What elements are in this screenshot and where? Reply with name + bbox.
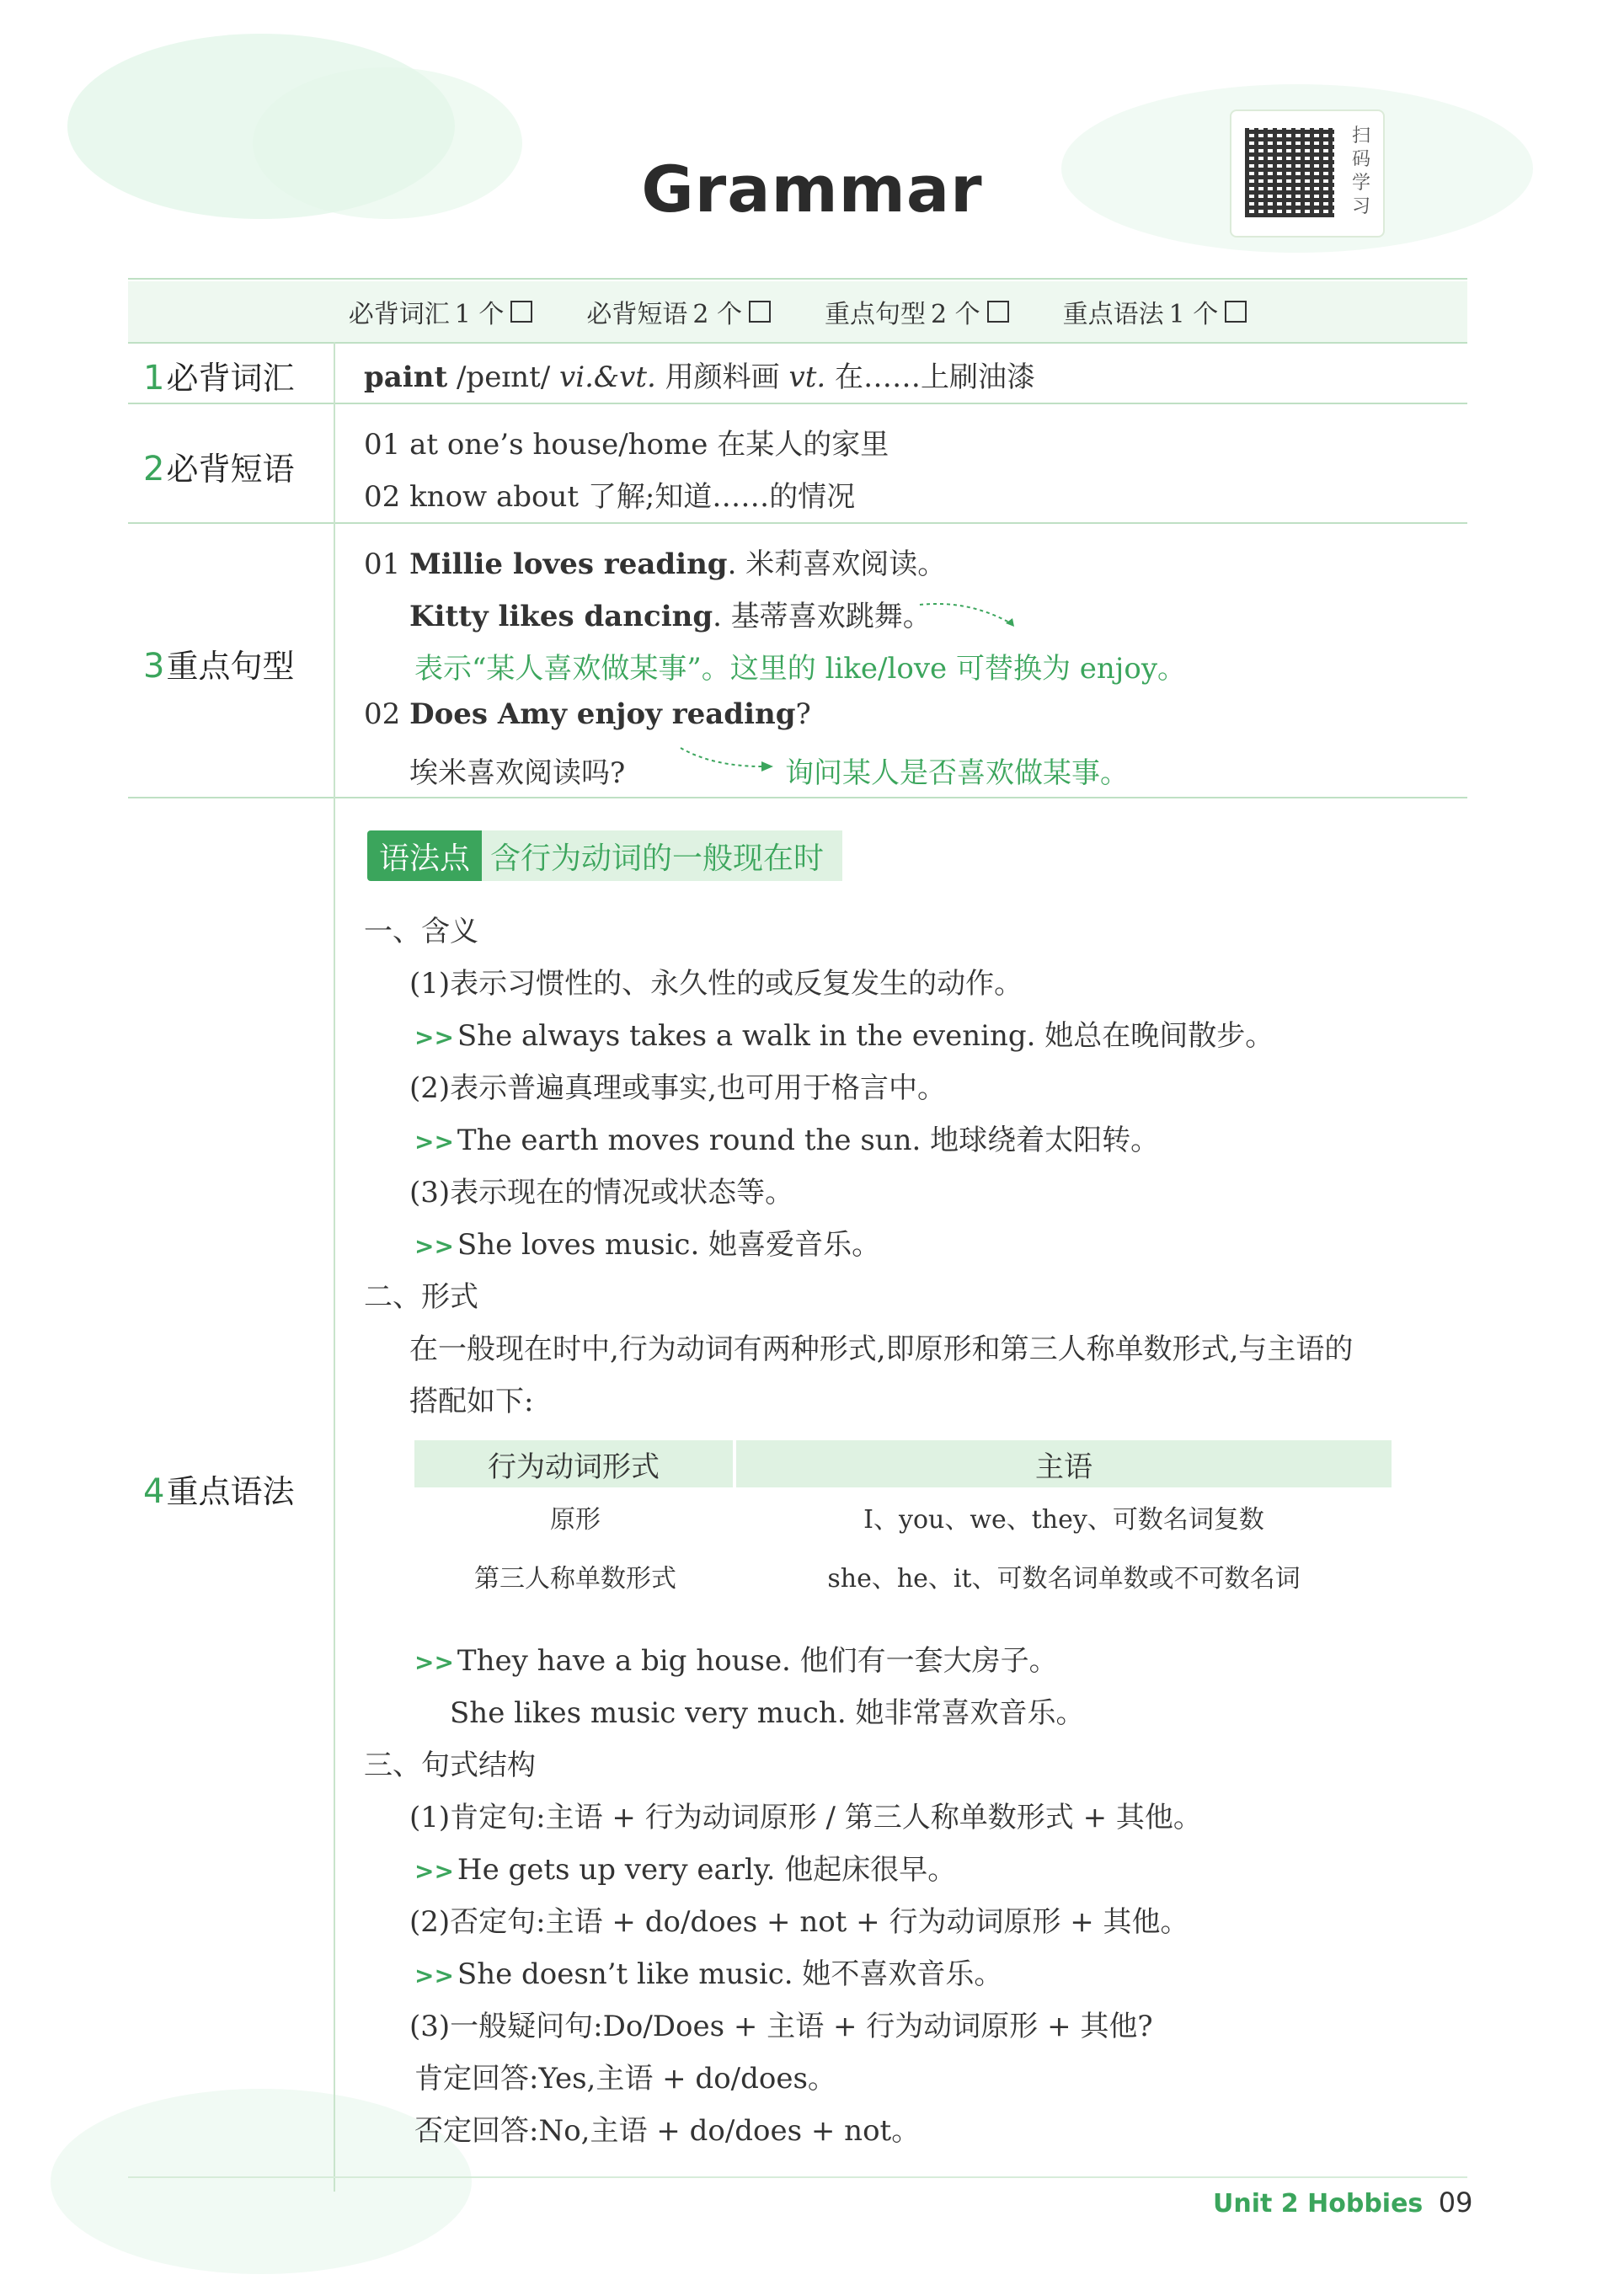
rule-item: (3)一般疑问句:Do/Does + 主语 + 行为动词原形 + 其他? xyxy=(409,2010,1153,2043)
checklist-label: 重点句型 xyxy=(825,300,926,329)
checklist-label: 重点语法 xyxy=(1062,300,1164,329)
double-chevron-icon: >> xyxy=(414,1857,454,1885)
table-header-cell: 行为动词形式 xyxy=(414,1440,736,1487)
rule-item: (3)表示现在的情况或状态等。 xyxy=(409,1176,794,1209)
vocab-definition: 在……上刷油漆 xyxy=(834,360,1035,394)
checklist-item xyxy=(825,293,1009,330)
qr-code-box[interactable] xyxy=(1230,109,1385,238)
vocab-definition: 用颜料画 xyxy=(665,360,780,394)
example-item: >> She always takes a walk in the evening. 她总在晚间散步。 xyxy=(414,1019,1274,1053)
table-cell: 第三人称单数形式 xyxy=(474,1564,676,1594)
table-cell: she、he、it、可数名词单数或不可数名词 xyxy=(827,1564,1301,1594)
grammar-point-tag: 语法点 xyxy=(367,830,482,881)
arrow-icon xyxy=(918,598,1019,632)
rule-item: (2)表示普遍真理或事实,也可用于格言中。 xyxy=(409,1071,946,1105)
divider xyxy=(128,2176,1467,2178)
page-footer xyxy=(1213,2187,1472,2219)
checkbox[interactable] xyxy=(1225,301,1247,323)
table-cell: 原形 xyxy=(550,1505,601,1535)
grammar-point-badge xyxy=(367,830,842,881)
section-label-phrases: 2必背短语 xyxy=(143,450,295,489)
form-intro: 在一般现在时中,行为动词有两种形式,即原形和第三人称单数形式,与主语的 xyxy=(409,1332,1354,1366)
table-row xyxy=(414,1487,1392,1546)
sentence-2: Kitty likes dancing. 基蒂喜欢跳舞。 xyxy=(409,600,932,633)
double-chevron-icon: >> xyxy=(414,1128,454,1156)
section-label-vocab: 1必背词汇 xyxy=(143,359,295,398)
heading-meaning: 一、含义 xyxy=(364,915,478,948)
qr-code-icon[interactable] xyxy=(1245,128,1334,217)
double-chevron-icon: >> xyxy=(414,1648,454,1676)
heading-structure: 三、句式结构 xyxy=(364,1749,536,1782)
vocab-pos: vi.&vt. xyxy=(559,360,656,394)
double-chevron-icon: >> xyxy=(414,1023,454,1051)
rule-item: (1)表示习惯性的、永久性的或反复发生的动作。 xyxy=(409,967,1023,1001)
checklist-count: 1 个 xyxy=(454,300,505,329)
rule-item: (1)肯定句:主语 + 行为动词原形 / 第三人称单数形式 + 其他。 xyxy=(409,1801,1202,1834)
form-intro: 搭配如下: xyxy=(409,1385,534,1418)
example-item: >> The earth moves round the sun. 地球绕着太阳转。 xyxy=(414,1124,1160,1157)
checklist-label: 必背词汇 xyxy=(348,300,450,329)
example-item: She likes music very much. 她非常喜欢音乐。 xyxy=(450,1696,1085,1730)
section-label-grammar: 4重点语法 xyxy=(143,1472,295,1511)
grammar-point-title: 含行为动词的一般现在时 xyxy=(482,830,842,881)
checklist-count: 2 个 xyxy=(692,300,742,329)
checklist-item xyxy=(1063,293,1247,330)
checkbox[interactable] xyxy=(987,301,1009,323)
example-item: >> They have a big house. 他们有一套大房子。 xyxy=(414,1644,1058,1678)
double-chevron-icon: >> xyxy=(414,1962,454,1989)
phrase-item: 01 at one’s house/home 在某人的家里 xyxy=(364,428,889,462)
checklist-item xyxy=(349,293,533,330)
example-item: >> She doesn’t like music. 她不喜欢音乐。 xyxy=(414,1957,1003,1991)
section-label-sentences: 3重点句型 xyxy=(143,647,295,686)
footer-unit: Unit 2 xyxy=(1213,2189,1299,2219)
rule-item: 否定回答:No,主语 + do/does + not。 xyxy=(414,2114,921,2148)
vocab-entry xyxy=(364,354,1035,395)
checklist-item xyxy=(586,293,771,330)
example-item: >> She loves music. 她喜爱音乐。 xyxy=(414,1228,881,1262)
page-number: 09 xyxy=(1438,2187,1473,2219)
vocab-word: paint xyxy=(364,360,448,394)
heading-form: 二、形式 xyxy=(364,1280,478,1314)
checklist-label: 必背短语 xyxy=(586,300,688,329)
sentence-note: 表示“某人喜欢做某事”。这里的 like/love 可替换为 enjoy。 xyxy=(414,652,1187,686)
table-header xyxy=(414,1440,1392,1487)
form-table xyxy=(414,1440,1392,1605)
sentence-3-translation: 埃米喜欢阅读吗? xyxy=(409,756,626,790)
sentence-note: 询问某人是否喜欢做某事。 xyxy=(785,756,1129,790)
example-item: >> He gets up very early. 他起床很早。 xyxy=(414,1853,957,1887)
double-chevron-icon: >> xyxy=(414,1232,454,1260)
table-cell: I、you、we、they、可数名词复数 xyxy=(863,1505,1264,1535)
vocab-phonetic: /peɪnt/ xyxy=(456,360,551,394)
rule-item: (2)否定句:主语 + do/does + not + 行为动词原形 + 其他。 xyxy=(409,1905,1189,1939)
divider xyxy=(128,522,1467,524)
phrase-item: 02 know about 了解;知道……的情况 xyxy=(364,480,856,514)
vocab-pos: vt. xyxy=(788,360,826,394)
table-header-cell: 主语 xyxy=(1035,1450,1092,1484)
checklist-bar xyxy=(128,281,1467,342)
page-title: Grammar xyxy=(641,152,983,227)
checklist-count: 1 个 xyxy=(1168,300,1219,329)
footer-topic: Hobbies xyxy=(1307,2189,1424,2219)
sentence-1: 01 Millie loves reading. 米莉喜欢阅读。 xyxy=(364,547,947,581)
checkbox[interactable] xyxy=(749,301,771,323)
background-cloud xyxy=(51,2089,472,2274)
arrow-icon xyxy=(679,745,778,778)
divider xyxy=(128,797,1467,798)
divider xyxy=(128,403,1467,404)
table-row xyxy=(414,1546,1392,1605)
qr-label: 扫码学习 xyxy=(1351,125,1370,217)
column-divider xyxy=(334,342,335,2192)
sentence-3: 02 Does Amy enjoy reading? xyxy=(364,697,811,731)
divider xyxy=(128,278,1467,280)
checkbox[interactable] xyxy=(510,301,532,323)
rule-item: 肯定回答:Yes,主语 + do/does。 xyxy=(414,2062,836,2096)
checklist-count: 2 个 xyxy=(931,300,980,329)
divider xyxy=(128,342,1467,344)
